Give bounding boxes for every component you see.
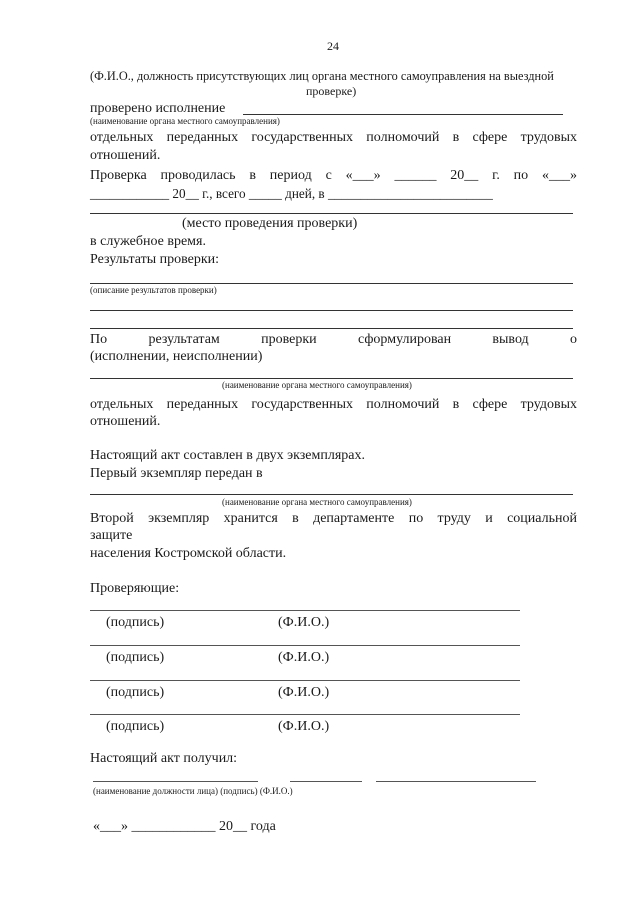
copies-caption: (наименование органа местного самоуправления)	[222, 497, 412, 507]
copies-line-3: Второй экземпляр хранится в департаменте по труду и социальной	[90, 511, 577, 526]
inspector-line-4	[90, 714, 520, 715]
work-time-text: в служебное время.	[90, 234, 206, 249]
received-date-line: «___» ____________ 20__ года	[93, 819, 276, 834]
inspector-name-3: (Ф.И.О.)	[278, 685, 330, 700]
verified-underline	[243, 114, 563, 115]
verified-caption: (наименование органа местного самоуправления)	[90, 116, 280, 126]
results-title: Результаты проверки:	[90, 252, 220, 267]
header-line-2: проверке)	[306, 84, 357, 98]
header-line-1: (Ф.И.О., должность присутствующих лиц органа местного самоуправления на выездной	[90, 69, 554, 83]
verified-text-line-2: отношений.	[90, 148, 161, 163]
inspector-line-2	[90, 645, 520, 646]
verified-text-line-1: отдельных переданных государственных полномочий в сфере трудовых	[90, 130, 577, 145]
copies-line-5: населения Костромской области.	[90, 546, 287, 561]
received-name-line	[376, 781, 536, 782]
received-title: Настоящий акт получил:	[90, 751, 238, 766]
inspector-name-4: (Ф.И.О.)	[278, 719, 330, 734]
conclusion-line-3: отдельных переданных государственных полномочий в сфере трудовых	[90, 397, 577, 412]
conclusion-line-4: отношений.	[90, 414, 161, 429]
inspector-signature-4: (подпись)	[106, 719, 165, 734]
inspector-signature-2: (подпись)	[106, 650, 165, 665]
results-underline-3	[90, 328, 573, 329]
copies-line-2: Первый экземпляр передан в	[90, 466, 263, 481]
place-caption: (место проведения проверки)	[182, 216, 358, 231]
results-underline-2	[90, 310, 573, 311]
period-line-1: Проверка проводилась в период с «___» ______ 20__ г. по «___»	[90, 168, 577, 183]
conclusion-caption: (наименование органа местного самоуправления)	[222, 380, 412, 390]
page-number: 24	[327, 39, 339, 53]
received-caption: (наименование должности лица) (подпись) (Ф.И.О.)	[93, 786, 293, 796]
received-position-line	[93, 781, 258, 782]
inspector-signature-1: (подпись)	[106, 615, 165, 630]
conclusion-line-2: (исполнении, неисполнении)	[90, 349, 263, 364]
received-signature-line	[290, 781, 362, 782]
conclusion-underline	[90, 378, 573, 379]
place-underline	[90, 213, 573, 214]
inspector-line-3	[90, 680, 520, 681]
conclusion-line-1: По результатам проверки сформулирован вывод о	[90, 332, 577, 347]
copies-underline	[90, 494, 573, 495]
inspector-name-1: (Ф.И.О.)	[278, 615, 330, 630]
inspector-line-1	[90, 610, 520, 611]
verified-label: проверено исполнение	[90, 101, 226, 116]
copies-line-4: защите	[90, 528, 133, 543]
results-underline-1	[90, 283, 573, 284]
results-caption: (описание результатов проверки)	[90, 285, 217, 295]
inspector-signature-3: (подпись)	[106, 685, 165, 700]
period-line-2: ____________ 20__ г., всего _____ дней, в _________________________	[90, 186, 493, 201]
inspectors-title: Проверяющие:	[90, 581, 180, 596]
inspector-name-2: (Ф.И.О.)	[278, 650, 330, 665]
copies-line-1: Настоящий акт составлен в двух экземплярах.	[90, 448, 365, 463]
